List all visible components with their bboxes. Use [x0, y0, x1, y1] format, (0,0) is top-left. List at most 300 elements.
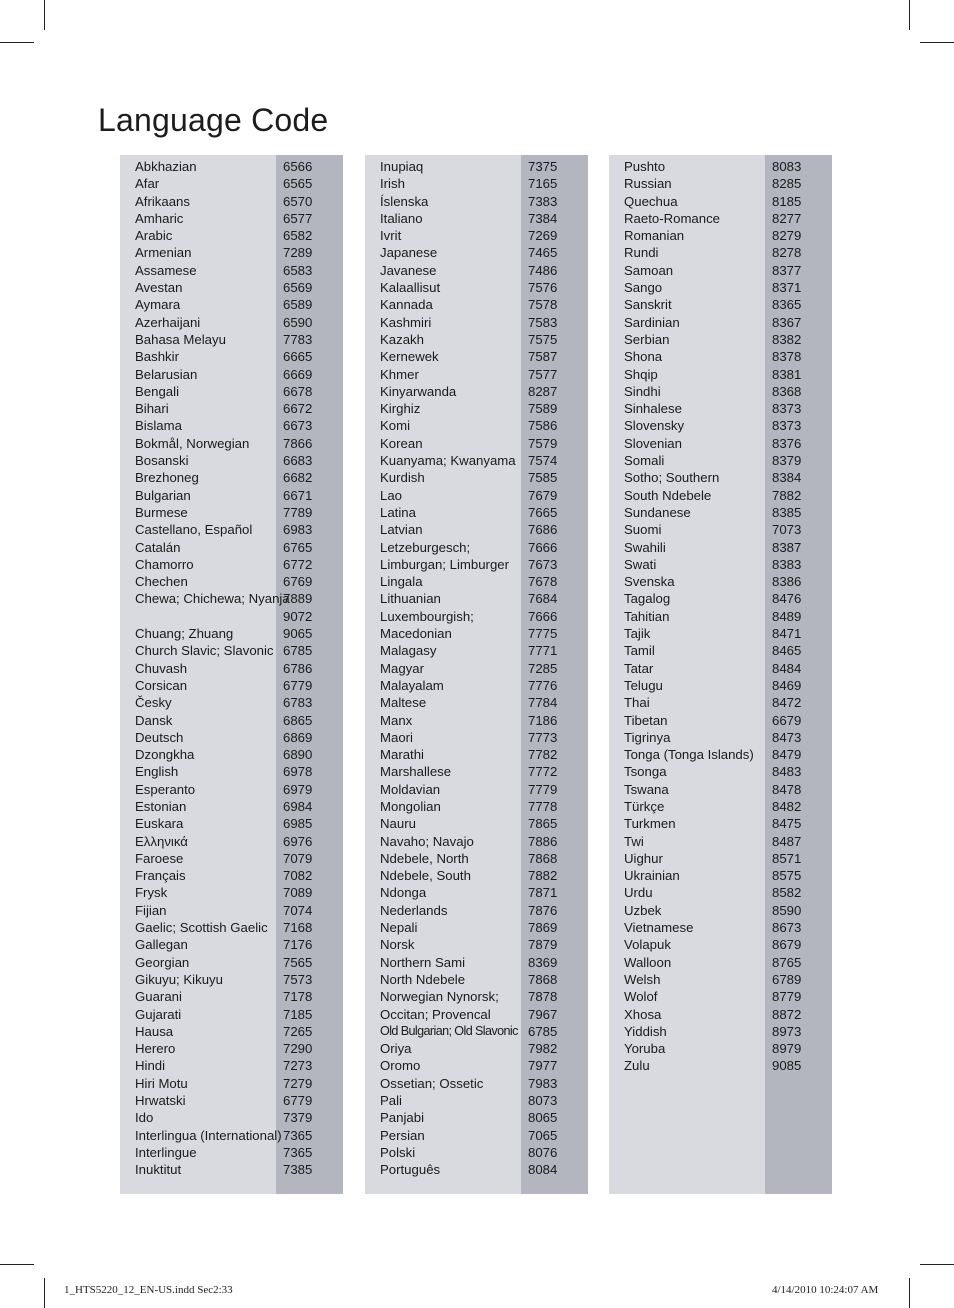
language-row	[609, 417, 832, 434]
language-name: Tigrinya	[624, 729, 671, 745]
language-code: 6679	[772, 712, 802, 728]
language-name: Kannada	[380, 297, 433, 313]
language-name: Thai	[624, 695, 650, 711]
language-row	[120, 383, 343, 400]
language-code: 7879	[528, 937, 558, 953]
language-row	[120, 366, 343, 383]
language-name: Tamil	[624, 643, 655, 659]
language-code: 7065	[528, 1127, 558, 1143]
language-name: Abkhazian	[135, 159, 197, 174]
language-code: 7385	[283, 1162, 313, 1178]
language-code: 7868	[528, 971, 558, 987]
language-code: 8779	[772, 989, 802, 1005]
language-code: 6682	[283, 470, 313, 486]
language-row	[609, 1057, 832, 1074]
language-code: 6683	[283, 453, 313, 469]
language-code: 6785	[283, 643, 313, 659]
language-row	[365, 1109, 588, 1126]
language-row	[120, 469, 343, 486]
language-code: 7679	[528, 487, 558, 503]
language-name: Samoan	[624, 262, 674, 278]
language-name: Church Slavic; Slavonic	[135, 643, 274, 659]
language-code: 7365	[283, 1144, 313, 1160]
language-code: 7886	[528, 833, 558, 849]
language-name: Ossetian; Ossetic	[380, 1075, 484, 1091]
language-name: Pushto	[624, 159, 666, 174]
language-name: Tajik	[624, 626, 651, 642]
language-code: 8582	[772, 885, 802, 901]
language-code: 6785	[528, 1023, 558, 1039]
language-name: Bihari	[135, 401, 169, 417]
language-name: Aymara	[135, 297, 181, 313]
language-row	[365, 867, 588, 884]
language-row	[365, 1006, 588, 1023]
language-name: Avestan	[135, 280, 183, 296]
language-row	[609, 850, 832, 867]
language-row	[609, 158, 832, 175]
language-code: 8185	[772, 193, 802, 209]
language-code: 6673	[283, 418, 313, 434]
language-code: 7486	[528, 262, 558, 278]
language-name: Navaho; Navajo	[380, 833, 474, 849]
language-name: Tswana	[624, 781, 669, 797]
language-row	[120, 1057, 343, 1074]
language-name: Wolof	[624, 989, 658, 1005]
language-code: 7673	[528, 556, 558, 572]
language-row	[120, 954, 343, 971]
language-code: 7074	[283, 902, 313, 918]
language-code: 7290	[283, 1041, 313, 1057]
language-name: Lithuanian	[380, 591, 441, 607]
language-row	[120, 210, 343, 227]
language-code: 7684	[528, 591, 558, 607]
language-code: 7869	[528, 920, 558, 936]
language-name: Chewa; Chichewa; Nyanja	[135, 591, 290, 607]
language-name: Estonian	[135, 798, 187, 814]
language-code: 7882	[772, 487, 802, 503]
language-code: 7176	[283, 937, 313, 953]
language-name: Faroese	[135, 850, 184, 866]
language-code: 7882	[528, 868, 558, 884]
language-row	[609, 867, 832, 884]
language-row	[120, 539, 343, 556]
language-code: 8373	[772, 401, 802, 417]
language-code: 7269	[528, 228, 558, 244]
language-code: 7772	[528, 764, 558, 780]
language-row	[609, 556, 832, 573]
language-name: Azerhaijani	[135, 314, 201, 330]
language-code: 8973	[772, 1023, 802, 1039]
language-code: 6765	[283, 539, 313, 555]
language-name: Sardinian	[624, 314, 680, 330]
language-row	[365, 729, 588, 746]
language-row	[365, 417, 588, 434]
language-code: 6786	[283, 660, 313, 676]
language-name: Somali	[624, 453, 665, 469]
language-row	[365, 763, 588, 780]
language-name: Dzongkha	[135, 747, 195, 763]
language-row	[120, 677, 343, 694]
language-row	[120, 331, 343, 348]
language-code: 7665	[528, 504, 558, 520]
language-code: 7289	[283, 245, 313, 261]
language-name: Frysk	[135, 885, 168, 901]
language-code: 7379	[283, 1110, 313, 1126]
language-name: Maori	[380, 729, 413, 745]
language-row	[365, 487, 588, 504]
language-code: 6570	[283, 193, 313, 209]
language-name: Panjabi	[380, 1110, 424, 1126]
language-name: Tonga (Tonga Islands)	[624, 747, 754, 763]
language-code: 8571	[772, 850, 802, 866]
language-code: 6779	[283, 1093, 313, 1109]
language-row	[365, 539, 588, 556]
language-list	[120, 158, 343, 1179]
language-row	[120, 729, 343, 746]
language-name: Lao	[380, 487, 403, 503]
language-row	[365, 1057, 588, 1074]
language-name: Herero	[135, 1041, 176, 1057]
language-name: Kuanyama; Kwanyama	[380, 453, 516, 469]
language-name: Uighur	[624, 850, 663, 866]
language-row	[365, 850, 588, 867]
language-name: Old Bulgarian; Old Slavonic	[380, 1023, 518, 1038]
language-code: 7983	[528, 1075, 558, 1091]
language-row	[609, 193, 832, 210]
language-code: 8365	[772, 297, 802, 313]
language-name: Bokmål, Norwegian	[135, 435, 250, 451]
language-code: 6890	[283, 747, 313, 763]
language-row	[365, 971, 588, 988]
language-code: 8386	[772, 574, 802, 590]
language-code: 7375	[528, 159, 558, 174]
language-row	[365, 1075, 588, 1092]
language-row	[365, 988, 588, 1005]
language-row	[609, 262, 832, 279]
language-code: 6671	[283, 487, 313, 503]
language-row	[609, 763, 832, 780]
language-name: Interlingue	[135, 1144, 197, 1160]
language-name: Kinyarwanda	[380, 383, 457, 399]
language-name: Letzeburgesch;	[380, 539, 471, 555]
language-row	[609, 590, 832, 607]
language-code: 8377	[772, 262, 802, 278]
language-row	[609, 902, 832, 919]
language-row	[120, 1161, 343, 1178]
language-row	[609, 746, 832, 763]
language-row	[365, 244, 588, 261]
language-name: Nederlands	[380, 902, 448, 918]
language-name: Svenska	[624, 574, 675, 590]
language-code: 8285	[772, 176, 802, 192]
language-row	[365, 833, 588, 850]
language-row	[365, 296, 588, 313]
language-code: 7583	[528, 314, 558, 330]
language-name: Khmer	[380, 366, 419, 382]
language-code: 7666	[528, 539, 558, 555]
language-name: Hausa	[135, 1023, 174, 1039]
language-name: Esperanto	[135, 781, 196, 797]
language-code: 6984	[283, 798, 313, 814]
language-row	[120, 348, 343, 365]
language-row	[365, 521, 588, 538]
language-name: Tagalog	[624, 591, 671, 607]
language-code: 7783	[283, 331, 313, 347]
language-name: Corsican	[135, 677, 188, 693]
language-row	[365, 694, 588, 711]
language-name: Arabic	[135, 228, 173, 244]
language-name: Urdu	[624, 885, 653, 901]
language-name: Dansk	[135, 712, 173, 728]
language-code: 7573	[283, 971, 313, 987]
language-name: Oriya	[380, 1041, 412, 1057]
language-code: 8473	[772, 729, 802, 745]
language-name: Interlingua (International)	[135, 1127, 282, 1143]
language-code: 8979	[772, 1041, 802, 1057]
language-name: Marshallese	[380, 764, 452, 780]
language-name: Fijian	[135, 902, 167, 918]
language-name: Ukrainian	[624, 868, 680, 884]
language-code: 8765	[772, 954, 802, 970]
language-name: Yoruba	[624, 1041, 666, 1057]
language-row	[365, 573, 588, 590]
crop-mark	[920, 1264, 954, 1265]
language-row	[120, 608, 343, 625]
language-row	[120, 781, 343, 798]
language-code: 6589	[283, 297, 313, 313]
language-row	[120, 815, 343, 832]
language-row	[609, 642, 832, 659]
crop-mark	[44, 1278, 45, 1308]
language-row	[365, 1040, 588, 1057]
language-code: 7079	[283, 850, 313, 866]
language-name: Ivrit	[380, 228, 402, 244]
language-name: Castellano, Español	[135, 522, 253, 538]
language-code: 6672	[283, 401, 313, 417]
language-code: 8367	[772, 314, 802, 330]
language-code: 7866	[283, 435, 313, 451]
language-row	[365, 954, 588, 971]
language-code: 9065	[283, 626, 313, 642]
language-row	[365, 452, 588, 469]
language-name: Japanese	[380, 245, 438, 261]
language-name: Catalán	[135, 539, 181, 555]
language-code: 7575	[528, 331, 558, 347]
language-name: Ελληνικά	[135, 833, 188, 849]
language-code: 7889	[283, 591, 313, 607]
language-code: 6772	[283, 556, 313, 572]
language-code: 8083	[772, 159, 802, 174]
language-row	[365, 469, 588, 486]
language-code: 7784	[528, 695, 558, 711]
language-code: 8478	[772, 781, 802, 797]
language-name: Northern Sami	[380, 954, 466, 970]
language-row	[365, 781, 588, 798]
language-row	[609, 1023, 832, 1040]
language-code: 6978	[283, 764, 313, 780]
language-row	[120, 452, 343, 469]
language-row	[609, 573, 832, 590]
language-code: 7578	[528, 297, 558, 313]
language-code: 7576	[528, 280, 558, 296]
language-row	[609, 677, 832, 694]
language-row	[365, 279, 588, 296]
language-name: South Ndebele	[624, 487, 712, 503]
language-name: Volapuk	[624, 937, 671, 953]
language-row	[365, 366, 588, 383]
language-name: Bengali	[135, 383, 179, 399]
language-code: 6783	[283, 695, 313, 711]
language-code: 8382	[772, 331, 802, 347]
language-code: 7285	[528, 660, 558, 676]
language-row	[609, 833, 832, 850]
language-name: Suomi	[624, 522, 662, 538]
language-column-1	[120, 155, 343, 1194]
language-row	[609, 936, 832, 953]
language-code: 8381	[772, 366, 802, 382]
language-row	[609, 712, 832, 729]
language-code: 8679	[772, 937, 802, 953]
language-code: 6565	[283, 176, 313, 192]
language-row	[609, 694, 832, 711]
language-row	[609, 244, 832, 261]
language-row	[609, 798, 832, 815]
language-row	[120, 884, 343, 901]
language-row	[609, 884, 832, 901]
language-name: Íslenska	[380, 193, 429, 209]
language-code: 7273	[283, 1058, 313, 1074]
language-name: Slovenian	[624, 435, 682, 451]
language-code: 7868	[528, 850, 558, 866]
language-code: 6582	[283, 228, 313, 244]
language-code: 8076	[528, 1144, 558, 1160]
language-name: Occitan; Provencal	[380, 1006, 491, 1022]
language-name: Telugu	[624, 677, 663, 693]
language-code: 6569	[283, 280, 313, 296]
language-code: 6678	[283, 383, 313, 399]
language-code: 8384	[772, 470, 802, 486]
language-code: 8471	[772, 626, 802, 642]
language-row	[120, 763, 343, 780]
language-name: Chechen	[135, 574, 188, 590]
language-row	[120, 1023, 343, 1040]
language-code: 8483	[772, 764, 802, 780]
language-name: Italiano	[380, 210, 423, 226]
language-code: 8378	[772, 349, 802, 365]
language-name: Moldavian	[380, 781, 441, 797]
language-row	[120, 158, 343, 175]
language-name: Sango	[624, 280, 663, 296]
language-row	[609, 1040, 832, 1057]
language-code: 8475	[772, 816, 802, 832]
language-name: Uzbek	[624, 902, 662, 918]
language-row	[120, 487, 343, 504]
language-code: 7779	[528, 781, 558, 797]
language-row	[609, 539, 832, 556]
language-name: Quechua	[624, 193, 678, 209]
language-code: 8673	[772, 920, 802, 936]
language-name: Burmese	[135, 504, 188, 520]
language-code: 6665	[283, 349, 313, 365]
crop-mark	[0, 1264, 34, 1265]
language-name: Walloon	[624, 954, 672, 970]
language-row	[609, 625, 832, 642]
language-name: Russian	[624, 176, 672, 192]
language-name: Ndebele, South	[380, 868, 471, 884]
language-row	[120, 746, 343, 763]
language-name: Persian	[380, 1127, 425, 1143]
language-row	[609, 521, 832, 538]
language-name: Ndonga	[380, 885, 427, 901]
language-code: 6983	[283, 522, 313, 538]
language-name: Português	[380, 1162, 441, 1178]
language-code: 7565	[283, 954, 313, 970]
language-name: Gujarati	[135, 1006, 182, 1022]
language-row	[609, 504, 832, 521]
language-name: Inupiaq	[380, 159, 424, 174]
language-code: 7185	[283, 1006, 313, 1022]
language-name: Česky	[135, 695, 172, 711]
language-row	[365, 348, 588, 365]
language-code: 6590	[283, 314, 313, 330]
language-code: 8073	[528, 1093, 558, 1109]
language-name: Korean	[380, 435, 423, 451]
language-name: Bulgarian	[135, 487, 191, 503]
language-code: 7585	[528, 470, 558, 486]
language-code: 6583	[283, 262, 313, 278]
language-name: Hrwatski	[135, 1093, 186, 1109]
language-row	[120, 694, 343, 711]
language-row	[120, 625, 343, 642]
language-code: 8872	[772, 1006, 802, 1022]
language-row	[365, 746, 588, 763]
language-name: Bashkir	[135, 349, 179, 365]
language-name: Euskara	[135, 816, 184, 832]
language-name: Guarani	[135, 989, 182, 1005]
language-name: Twi	[624, 833, 644, 849]
language-row	[120, 833, 343, 850]
language-code: 7383	[528, 193, 558, 209]
language-name: Afrikaans	[135, 193, 190, 209]
language-code: 8479	[772, 747, 802, 763]
language-code: 7977	[528, 1058, 558, 1074]
language-code: 7789	[283, 504, 313, 520]
language-name: Türkçe	[624, 798, 665, 814]
language-code: 7876	[528, 902, 558, 918]
language-row	[365, 210, 588, 227]
language-row	[609, 314, 832, 331]
language-list	[609, 158, 832, 1075]
language-name: Kalaallisut	[380, 280, 441, 296]
language-name: Afar	[135, 176, 160, 192]
language-name: Vietnamese	[624, 920, 694, 936]
language-row	[365, 902, 588, 919]
language-name: Kurdish	[380, 470, 425, 486]
language-row	[120, 296, 343, 313]
language-code: 7871	[528, 885, 558, 901]
language-name: Sindhi	[624, 383, 661, 399]
language-name: Irish	[380, 176, 405, 192]
language-name: Zulu	[624, 1058, 650, 1074]
language-code: 7465	[528, 245, 558, 261]
language-name: Shqip	[624, 366, 658, 382]
language-row	[120, 175, 343, 192]
language-name: Latvian	[380, 522, 423, 538]
language-code: 7577	[528, 366, 558, 382]
language-row	[120, 1144, 343, 1161]
language-code: 8368	[772, 383, 802, 399]
language-row	[120, 504, 343, 521]
